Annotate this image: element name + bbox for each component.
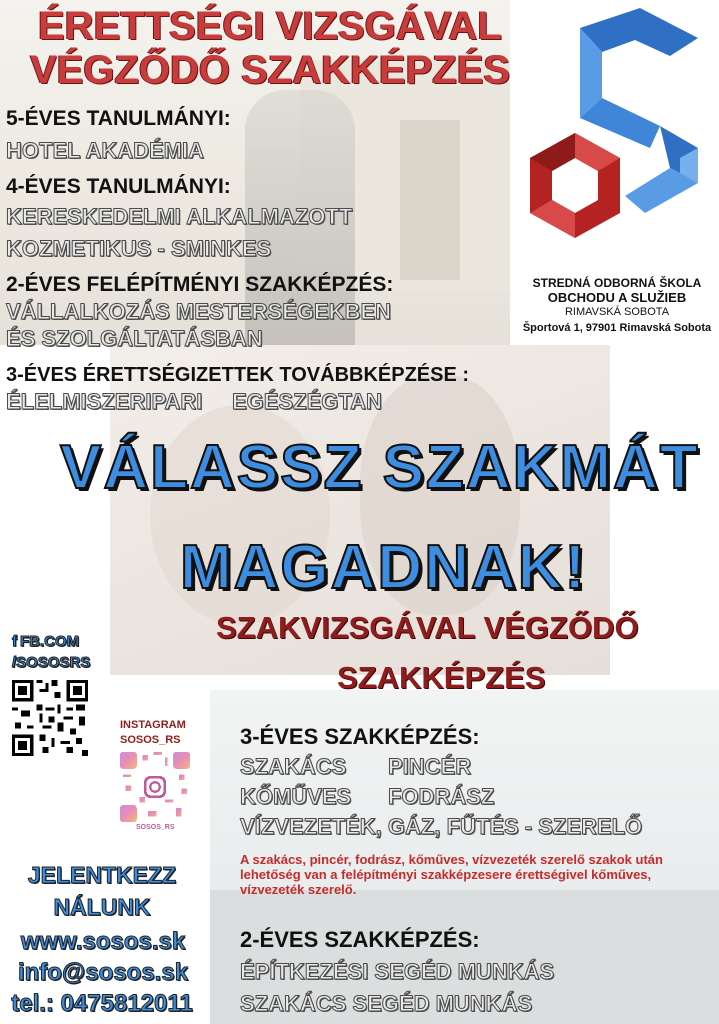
two-year-build-title: 2-ÉVES FELÉPÍTMÉNYI SZAKKÉPZÉS: <box>6 273 394 296</box>
vocational-two-year-item-2: SZAKÁCS SEGÉD MUNKÁS <box>240 991 533 1016</box>
school-logo <box>520 8 710 270</box>
vocational-bricklayer: KŐMŰVES <box>240 784 352 809</box>
vocational-cook: SZAKÁCS <box>240 754 347 779</box>
instagram-label-1: INSTAGRAM <box>120 719 186 731</box>
vocational-three-year-title: 3-ÉVES SZAKKÉPZÉS: <box>240 724 480 749</box>
vocational-title-1: SZAKVIZSGÁVAL VÉGZŐDŐ <box>216 610 639 645</box>
vocational-title-2: SZAKKÉPZÉS <box>337 660 546 695</box>
facebook-label-2: /SOSOSRS <box>12 654 91 671</box>
vocational-two-year-item-1: ÉPÍTKEZÉSI SEGÉD MUNKÁS <box>240 959 555 984</box>
three-year-grad-item-1: ÉLELMISZERIPARI <box>6 389 203 414</box>
two-year-build-item-2: ÉS SZOLGÁLTATÁSBAN <box>6 326 263 351</box>
slogan-line2: MAGADNAK! <box>180 533 588 602</box>
vocational-two-year-title: 2-ÉVES SZAKKÉPZÉS: <box>240 927 480 952</box>
two-year-build-item-1: VÁLLALKOZÁS MESTERSÉGEKBEN <box>6 299 392 324</box>
contact-line2: NÁLUNK <box>53 894 151 920</box>
vocational-waiter: PINCÉR <box>388 754 472 779</box>
school-city: RIMAVSKÁ SOBOTA <box>564 306 670 318</box>
facebook-text-1: FB.COM <box>20 633 80 650</box>
instagram-label-2: SOSOS_RS <box>120 734 181 746</box>
three-year-grad-title: 3-ÉVES ÉRETTSÉGIZETTEK TOVÁBBKÉPZÉSE : <box>6 364 470 386</box>
vocational-hairdresser: FODRÁSZ <box>388 784 495 809</box>
instagram-qr-caption: SOSOS_RS <box>136 824 175 831</box>
contact-email-link[interactable]: info@sosos.sk <box>17 959 189 986</box>
contact-website-link[interactable]: www.sosos.sk <box>20 928 186 955</box>
vocational-plumber: VÍZVEZETÉK, GÁZ, FŰTÉS - SZERELŐ <box>240 814 643 839</box>
contact-line1: JELENTKEZZ <box>27 862 177 888</box>
header-line2: VÉGZŐDŐ SZAKKÉPZÉS <box>30 48 511 92</box>
school-address: Športová 1, 97901 Rimavská Sobota <box>522 322 712 334</box>
facebook-icon: f <box>12 633 17 650</box>
four-year-item-2: KOZMETIKUS - SMINKES <box>6 236 272 261</box>
three-year-grad-item-2: EGÉSZÉGTAN <box>232 389 382 414</box>
five-year-title: 5-ÉVES TANULMÁNYI: <box>6 107 231 130</box>
instagram-qr-code[interactable] <box>120 752 190 822</box>
facebook-label-1 <box>12 633 79 650</box>
slogan-line1: VÁLASSZ SZAKMÁT <box>60 433 700 502</box>
header-line1: ÉRETTSÉGI VIZSGÁVAL <box>38 4 502 48</box>
school-name-1: STREDNÁ ODBORNÁ ŠKOLA <box>532 276 702 290</box>
four-year-item-1: KERESKEDELMI ALKALMAZOTT <box>6 204 353 229</box>
five-year-item: HOTEL AKADÉMIA <box>6 138 204 163</box>
facebook-qr-code[interactable] <box>12 680 88 756</box>
four-year-title: 4-ÉVES TANULMÁNYI: <box>6 175 231 198</box>
vocational-note: A szakács, pincér, fodrász, kőműves, vízvezeték szerelő szakok után lehetőség van a felépítményi szakképzesere érettségivel kőműves, vízvezeték szerelő. <box>240 852 663 897</box>
contact-phone[interactable]: tel.: 0475812011 <box>11 990 193 1017</box>
school-name-2: OBCHODU A SLUŽIEB <box>547 290 687 305</box>
